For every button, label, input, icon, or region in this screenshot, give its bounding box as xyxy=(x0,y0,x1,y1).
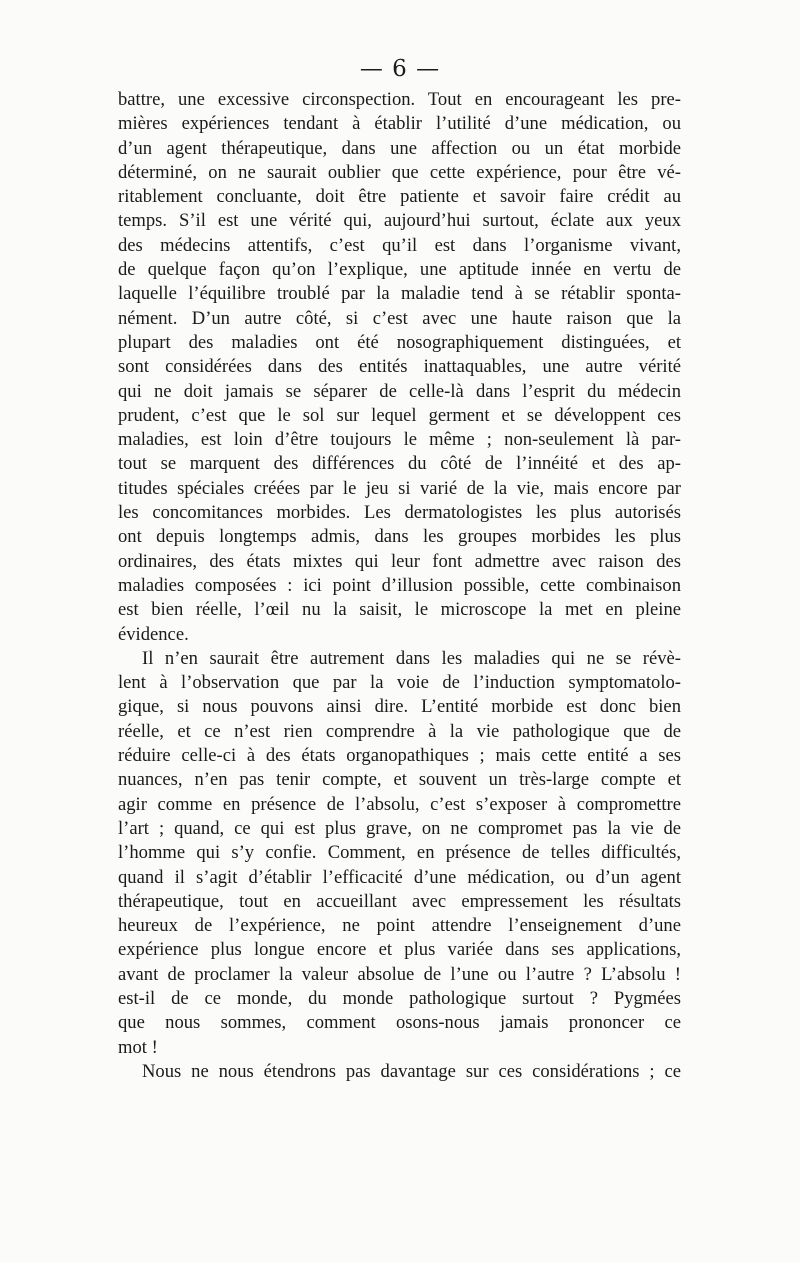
text-line: l’art ; quand, ce qui est plus grave, on ne compromet pas la vie de xyxy=(118,817,681,839)
text-line: prudent, c’est que le sol sur lequel germent et se développent ces xyxy=(118,404,681,426)
text-line: réduire celle-ci à des états organopathiques ; mais cette entité a ses xyxy=(118,745,681,767)
text-line: les concomitances morbides. Les dermatologistes les plus autorisés xyxy=(118,502,681,524)
text-line: mières expériences tendant à établir l’utilité d’une médication, ou xyxy=(118,113,681,135)
text-line: Nous ne nous étendrons pas davantage sur ces considérations ; ce xyxy=(142,1060,681,1082)
text-line: déterminé, on ne saurait oublier que cette expérience, pour être vé- xyxy=(118,161,681,183)
text-line: ritablement concluante, doit être patiente et savoir faire crédit au xyxy=(118,186,681,208)
text-line: lent à l’observation que par la voie de l’induction symptomatolo- xyxy=(118,672,681,694)
text-line: mot ! xyxy=(118,1036,158,1058)
text-line: agir comme en présence de l’absolu, c’est s’exposer à compromettre xyxy=(118,793,681,815)
page-number: — 6 — xyxy=(359,56,441,82)
text-line: d’un agent thérapeutique, dans une affection ou un état morbide xyxy=(118,137,681,159)
text-line: thérapeutique, tout en accueillant avec empressement les résultats xyxy=(118,890,681,912)
text-line: qui ne doit jamais se séparer de celle-là dans l’esprit du médecin xyxy=(118,380,681,402)
text-line: maladies, est loin d’être toujours le même ; non-seulement là par- xyxy=(118,429,681,451)
text-line: avant de proclamer la valeur absolue de l’une ou l’autre ? L’absolu ! xyxy=(118,963,681,985)
text-line: ont depuis longtemps admis, dans les groupes morbides les plus xyxy=(118,526,681,548)
text-line: de quelque façon qu’on l’explique, une aptitude innée en vertu de xyxy=(118,259,681,281)
text-line: l’homme qui s’y confie. Comment, en présence de telles difficultés, xyxy=(118,842,681,864)
text-line: quand il s’agit d’établir l’efficacité d’une médication, ou d’un agent xyxy=(118,866,681,888)
text-line: sont considérées dans des entités inattaquables, une autre vérité xyxy=(118,356,681,378)
body-text xyxy=(118,88,681,1084)
text-line: maladies composées : ici point d’illusion possible, cette combinaison xyxy=(118,574,681,596)
text-line: tout se marquent des différences du côté de l’innéité et des ap- xyxy=(118,453,681,475)
text-line: réelle, et ce n’est rien comprendre à la vie pathologique que de xyxy=(118,720,681,742)
text-line: nuances, n’en pas tenir compte, et souvent un très-large compte et xyxy=(118,769,681,791)
text-line: temps. S’il est une vérité qui, aujourd’hui surtout, éclate aux yeux xyxy=(118,210,681,232)
text-line: gique, si nous pouvons ainsi dire. L’entité morbide est donc bien xyxy=(118,696,681,718)
text-line: titudes spéciales créées par le jeu si varié de la vie, mais encore par xyxy=(118,477,681,499)
text-line: expérience plus longue encore et plus variée dans ses applications, xyxy=(118,939,681,961)
text-line: Il n’en saurait être autrement dans les maladies qui ne se révè- xyxy=(142,647,681,669)
text-line: laquelle l’équilibre troublé par la maladie tend à se rétablir sponta- xyxy=(118,283,681,305)
text-line: battre, une excessive circonspection. Tout en encourageant les pre- xyxy=(118,89,681,110)
text-line: est-il de ce monde, du monde pathologique surtout ? Pygmées xyxy=(118,987,681,1009)
text-line: évidence. xyxy=(118,623,189,645)
text-line: que nous sommes, comment osons-nous jamais prononcer ce xyxy=(118,1012,681,1034)
text-line: est bien réelle, l’œil nu la saisit, le microscope la met en pleine xyxy=(118,599,681,621)
text-line: ordinaires, des états mixtes qui leur font admettre avec raison des xyxy=(118,550,681,572)
text-line: nément. D’un autre côté, si c’est avec une haute raison que la xyxy=(118,307,681,329)
text-line: des médecins attentifs, c’est qu’il est dans l’organisme vivant, xyxy=(118,234,681,256)
text-line: heureux de l’expérience, ne point attendre l’enseignement d’une xyxy=(118,915,681,937)
text-line: plupart des maladies ont été nosographiquement distinguées, et xyxy=(118,331,681,353)
